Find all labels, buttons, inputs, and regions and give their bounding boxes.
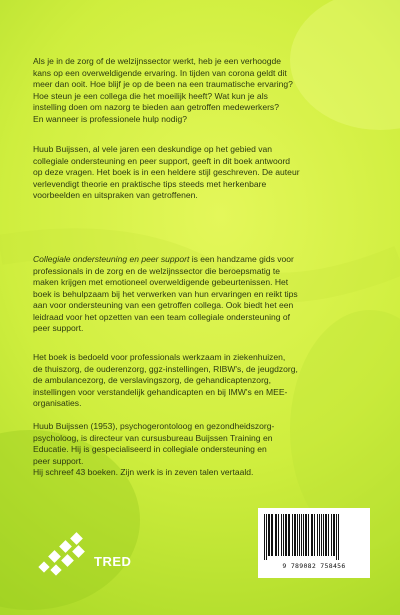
publisher-name: TRED	[94, 554, 132, 569]
intro-paragraph	[33, 56, 369, 125]
barcode-bar	[303, 514, 304, 556]
text-line: collegiale ondersteuning en peer support, geeft in dit boek antwoord	[33, 155, 291, 166]
text-line	[33, 254, 369, 266]
text-line: leidraad voor het opzetten van een team collegiale ondersteuning of	[33, 311, 291, 322]
barcode-bar	[301, 514, 302, 556]
barcode-bar	[275, 514, 277, 556]
barcode-bar	[325, 514, 327, 556]
text-line: voorbeelden en uitspraken van getroffenen.	[33, 190, 198, 200]
text-line: peer support.	[33, 323, 84, 333]
barcode-bar	[321, 514, 322, 556]
barcode-bar	[336, 514, 337, 560]
barcode-bar	[266, 514, 267, 560]
book-description-paragraph	[33, 254, 369, 335]
text-line: maken krijgen met emotioneel overweldigende gebeurtenissen. Het	[33, 277, 289, 287]
barcode-bar	[294, 514, 296, 556]
isbn-barcode	[258, 508, 370, 578]
barcode-bar	[317, 514, 318, 556]
text-line: Hij schreef 43 boeken. Zijn werk is in zeven talen vertaald.	[33, 467, 254, 477]
barcode-bar	[333, 514, 335, 556]
author-expertise-paragraph	[33, 144, 369, 202]
text-line: Hoe steun je een collega die het moeilijk heeft? Wat kun je als	[33, 90, 268, 101]
barcode-bars	[262, 514, 366, 560]
tred-squares-arrow-icon	[36, 532, 92, 582]
text-line: Het boek is bedoeld voor professionals werkzaam in ziekenhuizen,	[33, 352, 286, 362]
barcode-bar	[323, 514, 324, 556]
barcode-bar	[299, 514, 300, 556]
barcode-bar	[314, 514, 315, 556]
barcode-bar	[297, 514, 298, 556]
barcode-bar	[288, 514, 290, 556]
barcode-bar	[264, 514, 265, 560]
text-line: instellingen voor verstandelijk gehandicapten en bij IMW's en MEE-	[33, 386, 288, 397]
barcode-bar	[268, 514, 270, 556]
text-line: aan voor ondersteuning van een getroffen collega. Ook biedt het een	[33, 300, 294, 310]
barcode-bar	[308, 514, 309, 556]
barcode-bar	[281, 514, 282, 556]
text-line: boek is behulpzaam bij het verwerken van hun ervaringen en reikt tips	[33, 288, 298, 299]
barcode-bar	[305, 514, 307, 556]
text-line: de thuiszorg, de ouderenzorg, ggz-instellingen, RIBW's, de jeugdzorg,	[33, 363, 298, 374]
text-fragment: is een handzame gids voor	[189, 254, 294, 264]
text-line: En wanneer is professionele hulp nodig?	[33, 113, 187, 124]
barcode-bar	[328, 514, 329, 556]
barcode-bar	[283, 514, 284, 556]
text-line: organisaties.	[33, 398, 82, 408]
publisher-logo	[36, 532, 176, 582]
barcode-bar	[292, 514, 293, 556]
barcode-bar	[311, 514, 313, 556]
text-line: Huub Buijssen, al vele jaren een deskundige op het gebied van	[33, 144, 273, 154]
book-title-italic: Collegiale ondersteuning en peer support	[33, 254, 190, 264]
author-bio-paragraph	[33, 421, 369, 479]
text-line: Huub Buijssen (1953), psychogerontoloog en gezondheidszorg-	[33, 421, 275, 431]
text-line: instelling doen om nazorg te bieden aan getroffen medewerkers?	[33, 102, 279, 112]
barcode-bar	[338, 514, 339, 560]
barcode-bar	[319, 514, 320, 556]
barcode-bar	[331, 514, 332, 556]
text-line: peer support.	[33, 455, 84, 466]
text-line: professionals in de zorg en de welzijnssector die beroepsmatig te	[33, 265, 281, 276]
text-line: meer dan ooit. Hoe blijf je op de been na een traumatische ervaring?	[33, 79, 293, 89]
text-line: Als je in de zorg of de welzijnssector werkt, heb je een verhoogde	[33, 56, 281, 66]
barcode-bar	[278, 514, 279, 556]
barcode-bar	[285, 514, 287, 556]
barcode-bar	[271, 514, 273, 556]
text-line: op deze vragen. Het boek is in een heldere stijl geschreven. De auteur	[33, 167, 300, 177]
text-line: psycholoog, is directeur van cursusbureau Buijssen Training en	[33, 432, 273, 443]
text-line: de ambulancezorg, de verslavingszorg, de gehandicaptenzorg,	[33, 375, 272, 385]
text-line: verlevendigt theorie en praktische tips steeds met herkenbare	[33, 178, 267, 189]
audience-paragraph	[33, 352, 369, 410]
text-line: Educatie. Hij is gespecialiseerd in collegiale ondersteuning en	[33, 444, 267, 454]
text-line: kans op een overweldigende ervaring. In tijden van corona geldt dit	[33, 67, 287, 78]
isbn-number: 9 789082 758456	[282, 562, 346, 570]
